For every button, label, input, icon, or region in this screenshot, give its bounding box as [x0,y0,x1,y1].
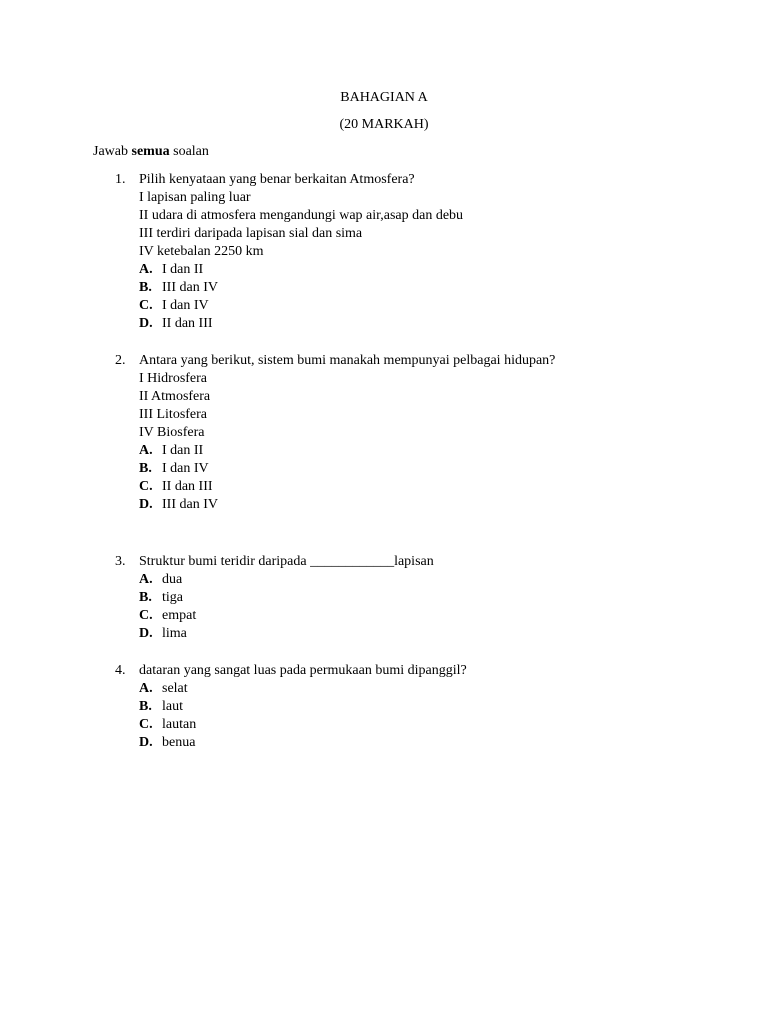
option-letter: A. [139,443,153,458]
question-body [139,352,739,514]
option-letter: C. [139,298,153,313]
option-text: III dan IV [162,497,218,512]
option-letter: B. [139,590,152,605]
option-text: laut [162,699,183,714]
question-text: Antara yang berikut, sistem bumi manakah mempunyai pelbagai hidupan? [139,353,556,368]
option-letter: C. [139,717,153,732]
statement: II Atmosfera [139,389,211,404]
option-text: empat [162,608,197,623]
instruction-bold: semua [131,144,170,159]
statement: IV ketebalan 2250 km [139,244,264,259]
option-c [139,297,739,315]
section-marks: (20 MARKAH) [339,117,429,132]
option-b [139,279,739,297]
option-text: I dan II [162,443,204,458]
option-a [139,571,739,589]
option-letter: A. [139,572,153,587]
option-text: dua [162,572,183,587]
option-text: I dan IV [162,298,209,313]
statement: III Litosfera [139,407,208,422]
option-b [139,698,739,716]
question-number: 3. [115,554,126,569]
question-number: 2. [115,353,126,368]
question-text: Pilih kenyataan yang benar berkaitan Atmosfera? [139,172,415,187]
option-d [139,734,739,752]
option-c [139,478,739,496]
question-body [139,171,739,333]
statement: III terdiri daripada lapisan sial dan sima [139,226,363,241]
option-text: lima [162,626,187,641]
option-d [139,625,739,643]
question-text: Struktur bumi teridir daripada ____________lapisan [139,554,434,569]
question-text: dataran yang sangat luas pada permukaan bumi dipanggil? [139,663,467,678]
option-letter: D. [139,497,153,512]
option-letter: B. [139,461,152,476]
option-text: II dan III [162,316,213,331]
option-text: I dan II [162,262,204,277]
option-letter: A. [139,262,153,277]
option-text: I dan IV [162,461,209,476]
option-text: III dan IV [162,280,218,295]
option-letter: C. [139,479,153,494]
option-letter: B. [139,699,152,714]
statement: IV Biosfera [139,425,205,440]
instruction-prefix: Jawab [93,144,128,159]
option-text: lautan [162,717,197,732]
option-c [139,716,739,734]
option-d [139,496,739,514]
question-body [139,553,739,643]
section-title: BAHAGIAN A [340,90,428,105]
option-d [139,315,739,333]
option-text: II dan III [162,479,213,494]
statement: I lapisan paling luar [139,190,251,205]
option-letter: D. [139,316,153,331]
option-text: selat [162,681,188,696]
option-b [139,460,739,478]
option-text: benua [162,735,196,750]
option-letter: A. [139,681,153,696]
question-number: 4. [115,663,126,678]
statement: I Hidrosfera [139,371,208,386]
option-c [139,607,739,625]
option-letter: B. [139,280,152,295]
option-letter: D. [139,735,153,750]
option-letter: C. [139,608,153,623]
question-body [139,662,739,752]
option-a [139,261,739,279]
option-a [139,680,739,698]
instruction-suffix: soalan [173,144,209,159]
option-a [139,442,739,460]
statement: II udara di atmosfera mengandungi wap air,asap dan debu [139,208,464,223]
instruction [93,143,209,161]
question-number: 1. [115,172,126,187]
option-b [139,589,739,607]
option-text: tiga [162,590,183,605]
option-letter: D. [139,626,153,641]
